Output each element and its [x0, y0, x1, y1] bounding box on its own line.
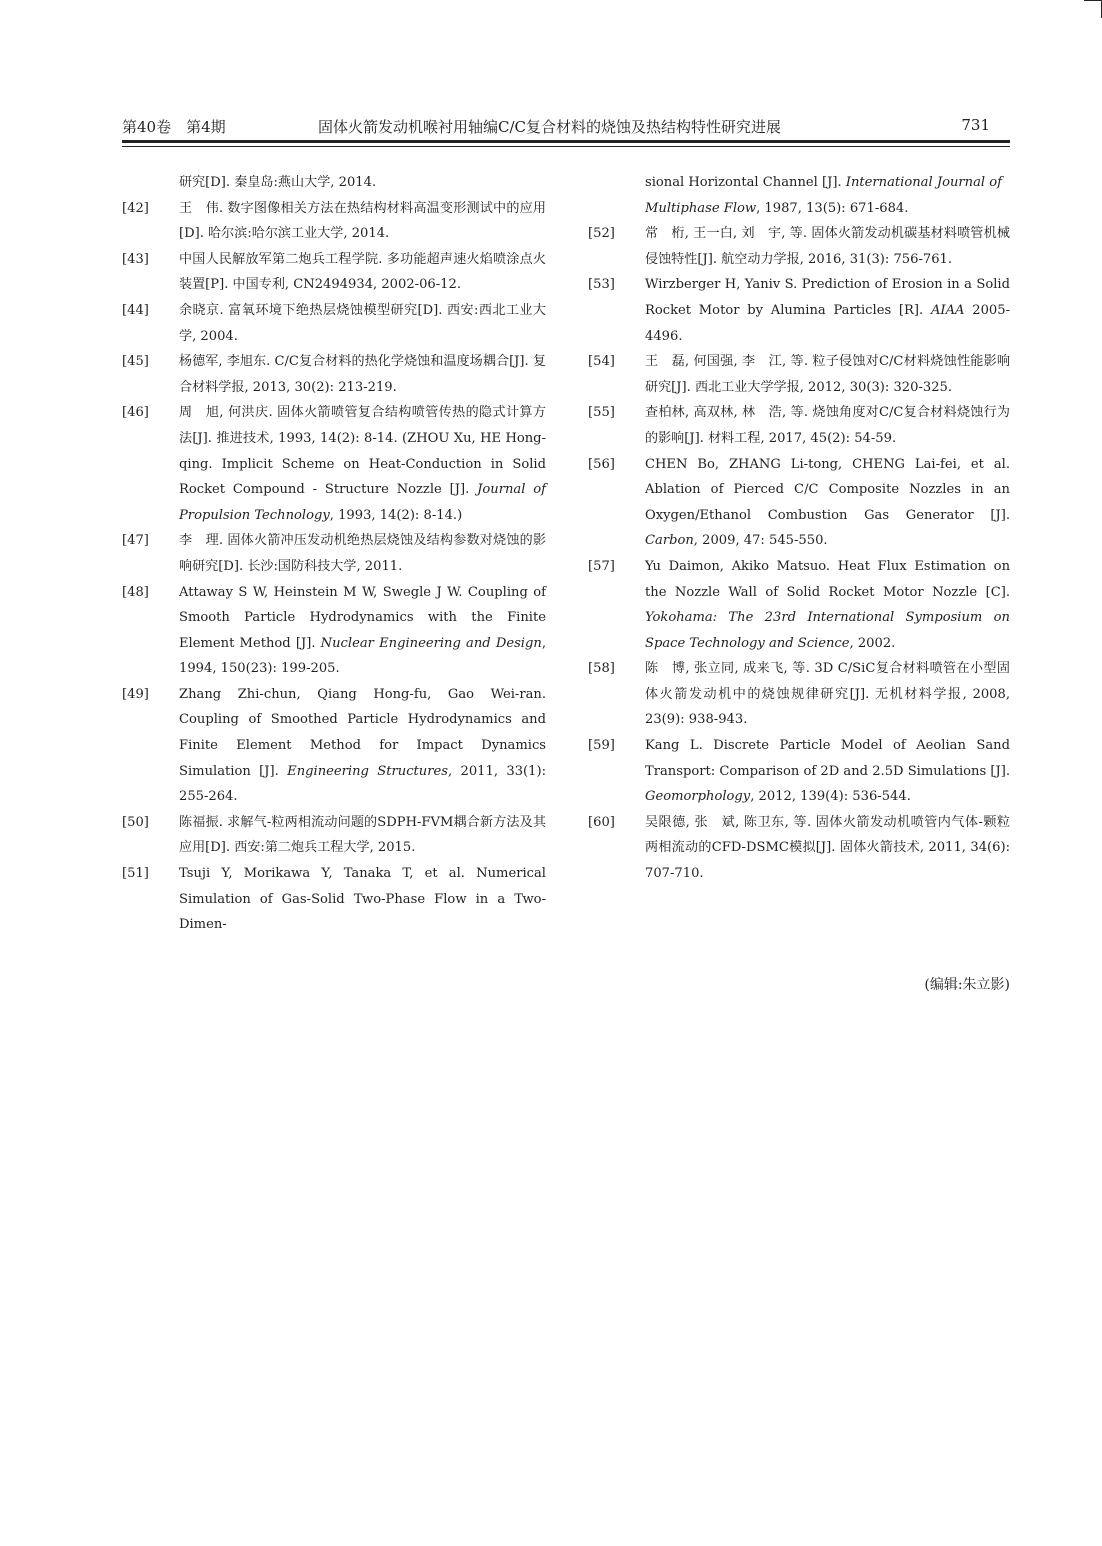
reference-authors-title: Yu Daimon, Akiko Matsuo. Heat Flux Estimation on the Nozzle Wall of Solid Rocket Motor Nozzle [C].: [645, 558, 1010, 600]
reference-text: [179, 682, 546, 810]
reference-continuation: 研究[D]. 秦皇岛:燕山大学, 2014.: [179, 175, 377, 190]
reference-59: [588, 733, 1010, 810]
reference-number: [57]: [588, 558, 615, 574]
running-title: 固体火箭发动机喉衬用轴编C/C复合材料的烧蚀及热结构特性研究进展: [318, 118, 782, 136]
reference-45: [122, 349, 546, 400]
reference-54: [588, 349, 1010, 400]
reference-51: [122, 861, 546, 938]
header-rule-thick: [122, 140, 1010, 143]
reference-number: [50]: [122, 814, 149, 830]
reference-text: 杨德军, 李旭东. C/C复合材料的热化学烧蚀和温度场耦合[J]. 复合材料学报, 2013, 30(2): 213-219.: [179, 354, 546, 395]
reference-44: [122, 298, 546, 349]
reference-details: , 1994, 150(23): 199-205.: [179, 635, 546, 677]
proceedings-name: Yokohama: The 23rd International Symposium on Space Technology and Science: [645, 610, 1010, 651]
header-rule-thin: [122, 146, 1010, 147]
reference-number: [42]: [122, 200, 149, 216]
reference-authors-title: Attaway S W, Heinstein M W, Swegle J W. Coupling of Smooth Particle Hydrodynamics with the Finite Element Method [J].: [179, 584, 546, 651]
reference-text: [645, 272, 1010, 349]
reference-number: [43]: [122, 251, 149, 267]
journal-name: International Journal of Multiphase Flow: [645, 175, 1002, 216]
reference-details: , 2002.: [849, 635, 896, 651]
reference-number: [56]: [588, 456, 615, 472]
reference-50: [122, 810, 546, 861]
running-header: [122, 116, 1010, 138]
reference-46: [122, 400, 546, 528]
page-number: 731: [961, 116, 990, 134]
reference-52: [588, 221, 1010, 272]
crop-mark-top: [1084, 0, 1102, 1]
reference-number: [59]: [588, 738, 615, 754]
reference-continuation: [588, 170, 1010, 221]
reference-text: 余晓京. 富氧环境下绝热层烧蚀模型研究[D]. 西安:西北工业大学, 2004.: [179, 302, 546, 344]
reference-49: [122, 682, 546, 810]
journal-name: Carbon: [645, 533, 694, 549]
reference-details: , 2011, 33(1): 255-264.: [179, 763, 546, 805]
reference-number: [46]: [122, 405, 149, 421]
reference-56: [588, 452, 1010, 554]
reference-number: [52]: [588, 226, 615, 242]
reference-details: , 2009, 47: 545-550.: [693, 533, 828, 549]
reference-number: [45]: [122, 354, 149, 370]
reference-43: [122, 247, 546, 298]
reference-text: [179, 400, 546, 528]
reference-number: [51]: [122, 866, 149, 882]
reference-text: Tsuji Y, Morikawa Y, Tanaka T, et al. Numerical Simulation of Gas-Solid Two-Phase Flow in a Two-Dimen-: [179, 866, 546, 933]
reference-number: [55]: [588, 405, 615, 421]
reference-number: [44]: [122, 302, 149, 318]
reference-text: 中国人民解放军第二炮兵工程学院. 多功能超声速火焰喷涂点火装置[P]. 中国专利, CN2494934, 2002-06-12.: [179, 251, 546, 293]
reference-authors-title: Kang L. Discrete Particle Model of Aeolian Sand Transport: Comparison of 2D and 2.5D Simulations [J].: [645, 738, 1010, 779]
reference-text: 常 桁, 王一白, 刘 宇, 等. 固体火箭发动机碳基材料喷管机械侵蚀特性[J]. 航空动力学报, 2016, 31(3): 756-761.: [645, 226, 1010, 267]
journal-name: AIAA: [930, 302, 965, 318]
journal-name: Geomorphology: [645, 789, 751, 805]
reference-53: [588, 272, 1010, 349]
reference-text: 查柏林, 高双林, 林 浩, 等. 烧蚀角度对C/C复合材料烧蚀行为的影响[J]. 材料工程, 2017, 45(2): 54-59.: [645, 405, 1010, 446]
reference-details: , 2012, 139(4): 536-544.: [750, 789, 911, 805]
reference-number: [60]: [588, 814, 615, 830]
reference-details: , 1987, 13(5): 671-684.: [756, 200, 909, 216]
reference-number: [58]: [588, 661, 615, 677]
reference-text: 李 理. 固体火箭冲压发动机绝热层烧蚀及结构参数对烧蚀的影响研究[D]. 长沙:国防科技大学, 2011.: [179, 533, 546, 574]
reference-text: [645, 733, 1010, 810]
reference-number: [54]: [588, 354, 615, 370]
reference-authors-title: CHEN Bo, ZHANG Li-tong, CHENG Lai-fei, et al. Ablation of Pierced C/C Composite Nozzles in an Oxygen/Ethanol Combustion Gas Generator [J].: [645, 456, 1010, 523]
journal-name: Journal of Propulsion Technology: [179, 482, 546, 523]
reference-42: [122, 196, 546, 247]
editor-credit: (编辑:朱立影): [924, 977, 1010, 993]
reference-details: 2005-4496.: [645, 302, 1010, 344]
reference-text: 陈福振. 求解气-粒两相流动问题的SDPH-FVM耦合新方法及其应用[D]. 西安:第二炮兵工程大学, 2015.: [179, 814, 546, 856]
reference-57: [588, 554, 1010, 656]
reference-55: [588, 400, 1010, 451]
reference-text: [645, 554, 1010, 656]
journal-volume-issue: 第40卷 第4期: [122, 118, 226, 136]
journal-name: Engineering Structures: [287, 763, 448, 779]
reference-text: sional Horizontal Channel [J].: [645, 175, 846, 190]
reference-number: [48]: [122, 584, 149, 600]
reference-58: [588, 656, 1010, 733]
reference-text: 王 伟. 数字图像相关方法在热结构材料高温变形测试中的应用[D]. 哈尔滨:哈尔滨工业大学, 2014.: [179, 200, 546, 242]
reference-text: [645, 452, 1010, 554]
reference-number: [49]: [122, 686, 149, 702]
reference-text: 吴限德, 张 斌, 陈卫东, 等. 固体火箭发动机喷管内气体-颗粒两相流动的CFD-DSMC模拟[J]. 固体火箭技术, 2011, 34(6): 707-710.: [645, 814, 1010, 882]
reference-number: [53]: [588, 277, 615, 293]
left-column: [122, 170, 546, 938]
reference-number: [47]: [122, 533, 149, 549]
reference-authors-title: Wirzberger H, Yaniv S. Prediction of Erosion in a Solid Rocket Motor by Alumina Particles [R].: [645, 277, 1010, 318]
reference-text: 王 磊, 何国强, 李 江, 等. 粒子侵蚀对C/C材料烧蚀性能影响研究[J]. 西北工业大学学报, 2012, 30(3): 320-325.: [645, 354, 1010, 395]
reference-text: [179, 580, 546, 682]
reference-text: 陈 博, 张立同, 成来飞, 等. 3D C/SiC复合材料喷管在小型固体火箭发动机中的烧蚀规律研究[J]. 无机材料学报, 2008, 23(9): 938-943.: [645, 661, 1010, 728]
journal-name: Nuclear Engineering and Design: [320, 635, 542, 651]
reference-47: [122, 528, 546, 579]
reference-48: [122, 580, 546, 682]
reference-60: [588, 810, 1010, 887]
reference-details: , 1993, 14(2): 8-14.): [329, 507, 463, 523]
reference-authors-title: Zhang Zhi-chun, Qiang Hong-fu, Gao Wei-ran. Coupling of Smoothed Particle Hydrodynamics and Finite Element Method for Impact Dynamics Simulation [J].: [179, 686, 546, 779]
reference-authors-title: 周 旭, 何洪庆. 固体火箭喷管复合结构喷管传热的隐式计算方法[J]. 推进技术, 1993, 14(2): 8-14. (ZHOU Xu, HE Hong-qing. Implicit Scheme on Heat-Conduction in Solid Rocket Compound - Structure Nozzle [J].: [179, 405, 546, 498]
right-column: [588, 170, 1010, 887]
